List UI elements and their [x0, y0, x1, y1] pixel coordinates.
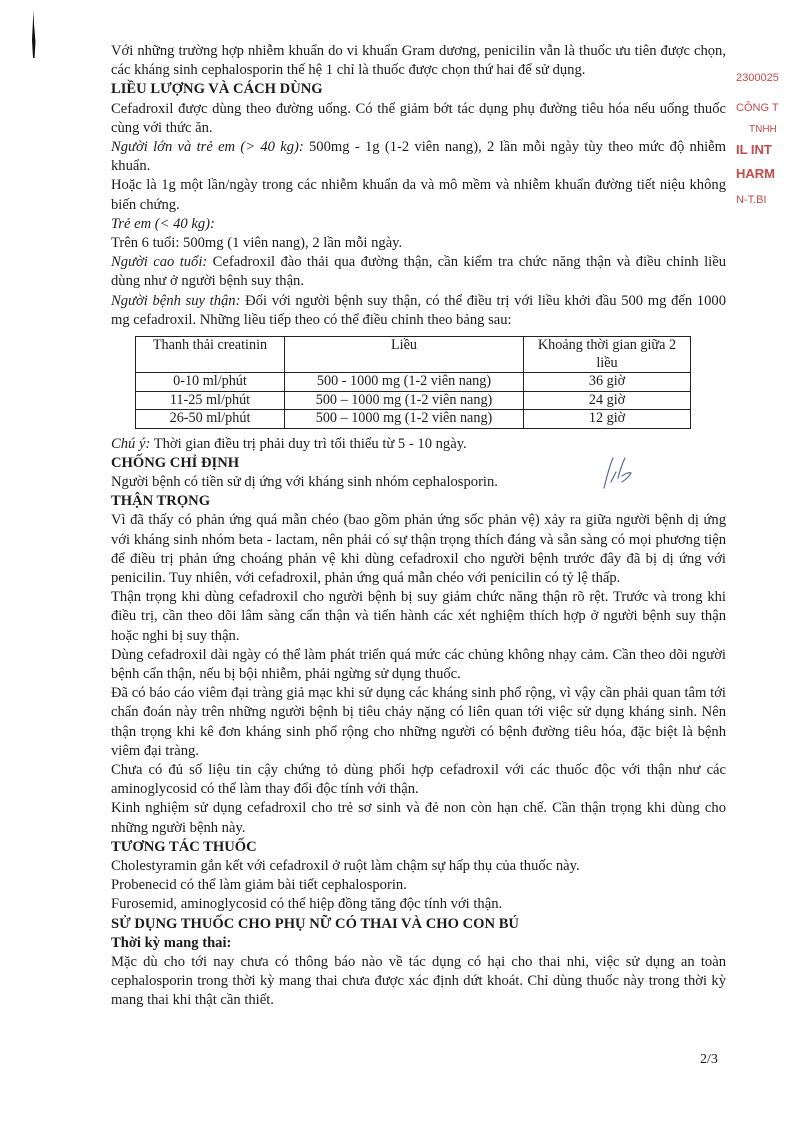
table-cell: 12 giờ	[524, 410, 691, 429]
interaction-paragraph-2: Probenecid có thể làm giảm bài tiết cephalosporin.	[111, 877, 407, 894]
scan-mark	[31, 10, 36, 60]
child-label: Trẻ em (< 40 kg):	[111, 215, 215, 232]
stamp-line: 2300025	[736, 72, 779, 84]
table-cell: 26-50 ml/phút	[136, 410, 285, 429]
interaction-heading: TƯƠNG TÁC THUỐC	[111, 838, 257, 855]
interaction-paragraph-3: Furosemid, aminoglycosid có thể hiệp đồng tăng độc tính với thận.	[111, 896, 503, 913]
caution-paragraph-2: Thận trọng khi dùng cefadroxil cho người bệnh bị suy giảm chức năng thận rõ rệt. Trước và trong khi điều trị, cần theo dõi lâm sàng cẩn thận và tiến hành các xét nghiệm thích hợp ở người bệnh suy thận hoặc nghi bị suy thận.	[111, 589, 726, 644]
adult-text: 500mg - 1g (1-2 viên nang), 2 lần mỗi ngày tùy theo mức độ nhiễm khuẩn.	[111, 139, 726, 175]
table-header-cell: Liều	[285, 337, 524, 373]
adult-label: Người lớn và trẻ em (> 40 kg):	[111, 139, 304, 156]
dosage-paragraph-2: Hoặc là 1g một lần/ngày trong các nhiễm khuẩn da và mô mềm và nhiễm khuẩn đường tiết niệu không biến chứng.	[111, 177, 726, 213]
pregnancy-text: Mặc dù cho tới nay chưa có thông báo nào về tác dụng có hại cho thai nhi, việc sử dụng an toàn cephalosporin trong thời kỳ mang thai chưa được xác định dứt khoát. Chỉ dùng thuốc này trong thời kỳ mang thai khi thật cần thiết.	[111, 954, 726, 1009]
table-cell: 36 giờ	[524, 373, 691, 392]
dosage-renal	[111, 292, 726, 330]
table-cell: 11-25 ml/phút	[136, 391, 285, 410]
table-row	[136, 391, 691, 410]
table-row	[136, 410, 691, 429]
stamp-line: TNHH	[749, 124, 777, 135]
contraindication-heading: CHỐNG CHỈ ĐỊNH	[111, 454, 240, 471]
stamp-line: N-T.BI	[736, 194, 767, 206]
caution-paragraph-6: Kinh nghiệm sử dụng cefadroxil cho trẻ sơ sinh và đẻ non còn hạn chế. Cần thận trọng khi dùng cho những người bệnh này.	[111, 800, 726, 836]
table-header-cell: Thanh thải creatinin	[136, 337, 285, 373]
note-text: Thời gian điều trị phải duy trì tối thiểu từ 5 - 10 ngày.	[150, 435, 467, 452]
table-cell: 0-10 ml/phút	[136, 373, 285, 392]
table-row	[136, 373, 691, 392]
pregnancy-subheading: Thời kỳ mang thai:	[111, 934, 232, 951]
caution-paragraph-1: Vì đã thấy có phản ứng quá mẫn chéo (bao gồm phản ứng sốc phản vệ) xảy ra giữa người bệnh dị ứng với kháng sinh nhóm beta - lactam, nên phải có sự thận trọng thích đáng và sẵn sàng có mọi phương tiện để điều trị phản ứng choáng phản vệ khi dùng cefadroxil cho người bệnh trước đây đã bị dị ứng với penicilin. Tuy nhiên, với cefadroxil, phản ứng quá mẫn chéo với penicilin có tỷ lệ thấp.	[111, 512, 726, 586]
dosage-heading: LIỀU LƯỢNG VÀ CÁCH DÙNG	[111, 81, 323, 98]
caution-paragraph-4: Đã có báo cáo viêm đại tràng giả mạc khi sử dụng các kháng sinh phổ rộng, vì vậy cần phải quan tâm tới chẩn đoán này trên những người bệnh bị tiêu chảy nặng có liên quan tới việc sử dụng kháng sinh. Nên thận trọng khi kê đơn kháng sinh phổ rộng cho những người có bệnh đường tiêu hóa, đặc biệt là bệnh viêm đại tràng.	[111, 685, 726, 759]
stamp-line: IL INT	[736, 142, 772, 157]
contraindication-text: Người bệnh có tiền sử dị ứng với kháng sinh nhóm cephalosporin.	[111, 473, 498, 490]
dosage-elderly	[111, 253, 726, 291]
caution-heading: THẬN TRỌNG	[111, 493, 211, 510]
renal-dose-table	[135, 336, 691, 429]
table-cell: 500 - 1000 mg (1-2 viên nang)	[285, 373, 524, 392]
stamp-line: CÔNG T	[736, 102, 779, 114]
note-label: Chú ý:	[111, 435, 151, 452]
stamp-line: HARM	[736, 166, 775, 181]
dosage-paragraph-1: Cefadroxil được dùng theo đường uống. Có thể giảm bớt tác dụng phụ đường tiêu hóa nếu uống thuốc cùng với thức ăn.	[111, 100, 726, 136]
caution-paragraph-5: Chưa có đủ số liệu tin cậy chứng tỏ dùng phối hợp cefadroxil với các thuốc độc với thận như các aminoglycosid có thể làm thay đổi độc tính với thận.	[111, 762, 726, 798]
note	[111, 435, 726, 454]
document-body	[111, 42, 726, 1011]
intro-paragraph: Với những trường hợp nhiễm khuẩn do vi khuẩn Gram dương, penicilin vẫn là thuốc ưu tiên được chọn, các kháng sinh cephalosporin thế hệ 1 chỉ là thuốc được chọn thứ hai để sử dụng.	[111, 43, 726, 79]
pregnancy-heading: SỬ DỤNG THUỐC CHO PHỤ NỮ CÓ THAI VÀ CHO CON BÚ	[111, 915, 519, 932]
interaction-paragraph-1: Cholestyramin gắn kết với cefadroxil ở ruột làm chậm sự hấp thụ của thuốc này.	[111, 858, 580, 875]
table-header-row	[136, 337, 691, 373]
dosage-adult	[111, 138, 726, 176]
renal-label: Người bệnh suy thận:	[111, 292, 241, 309]
table-cell: 24 giờ	[524, 391, 691, 410]
renal-text: Đối với người bệnh suy thận, có thể điều trị với liều khởi đầu 500 mg đến 1000 mg cefadroxil. Những liều tiếp theo có thể điều chỉnh theo bảng sau:	[111, 292, 726, 328]
handwritten-initials	[598, 452, 638, 494]
table-header-cell: Khoảng thời gian giữa 2 liều	[524, 337, 691, 373]
child-text: Trên 6 tuổi: 500mg (1 viên nang), 2 lần mỗi ngày.	[111, 235, 403, 252]
table-cell: 500 – 1000 mg (1-2 viên nang)	[285, 391, 524, 410]
page-number: 2/3	[700, 1052, 718, 1067]
table-cell: 500 – 1000 mg (1-2 viên nang)	[285, 410, 524, 429]
caution-paragraph-3: Dùng cefadroxil dài ngày có thể làm phát triển quá mức các chủng không nhạy cảm. Cần theo dõi người bệnh cẩn thận, nếu bị bội nhiễm, phải ngừng sử dụng thuốc.	[111, 646, 726, 682]
elderly-text: Cefadroxil đào thải qua đường thận, cần kiểm tra chức năng thận và điều chỉnh liều dùng như ở người bệnh suy thận.	[111, 254, 726, 290]
elderly-label: Người cao tuổi:	[111, 254, 208, 271]
company-stamp	[736, 72, 799, 252]
